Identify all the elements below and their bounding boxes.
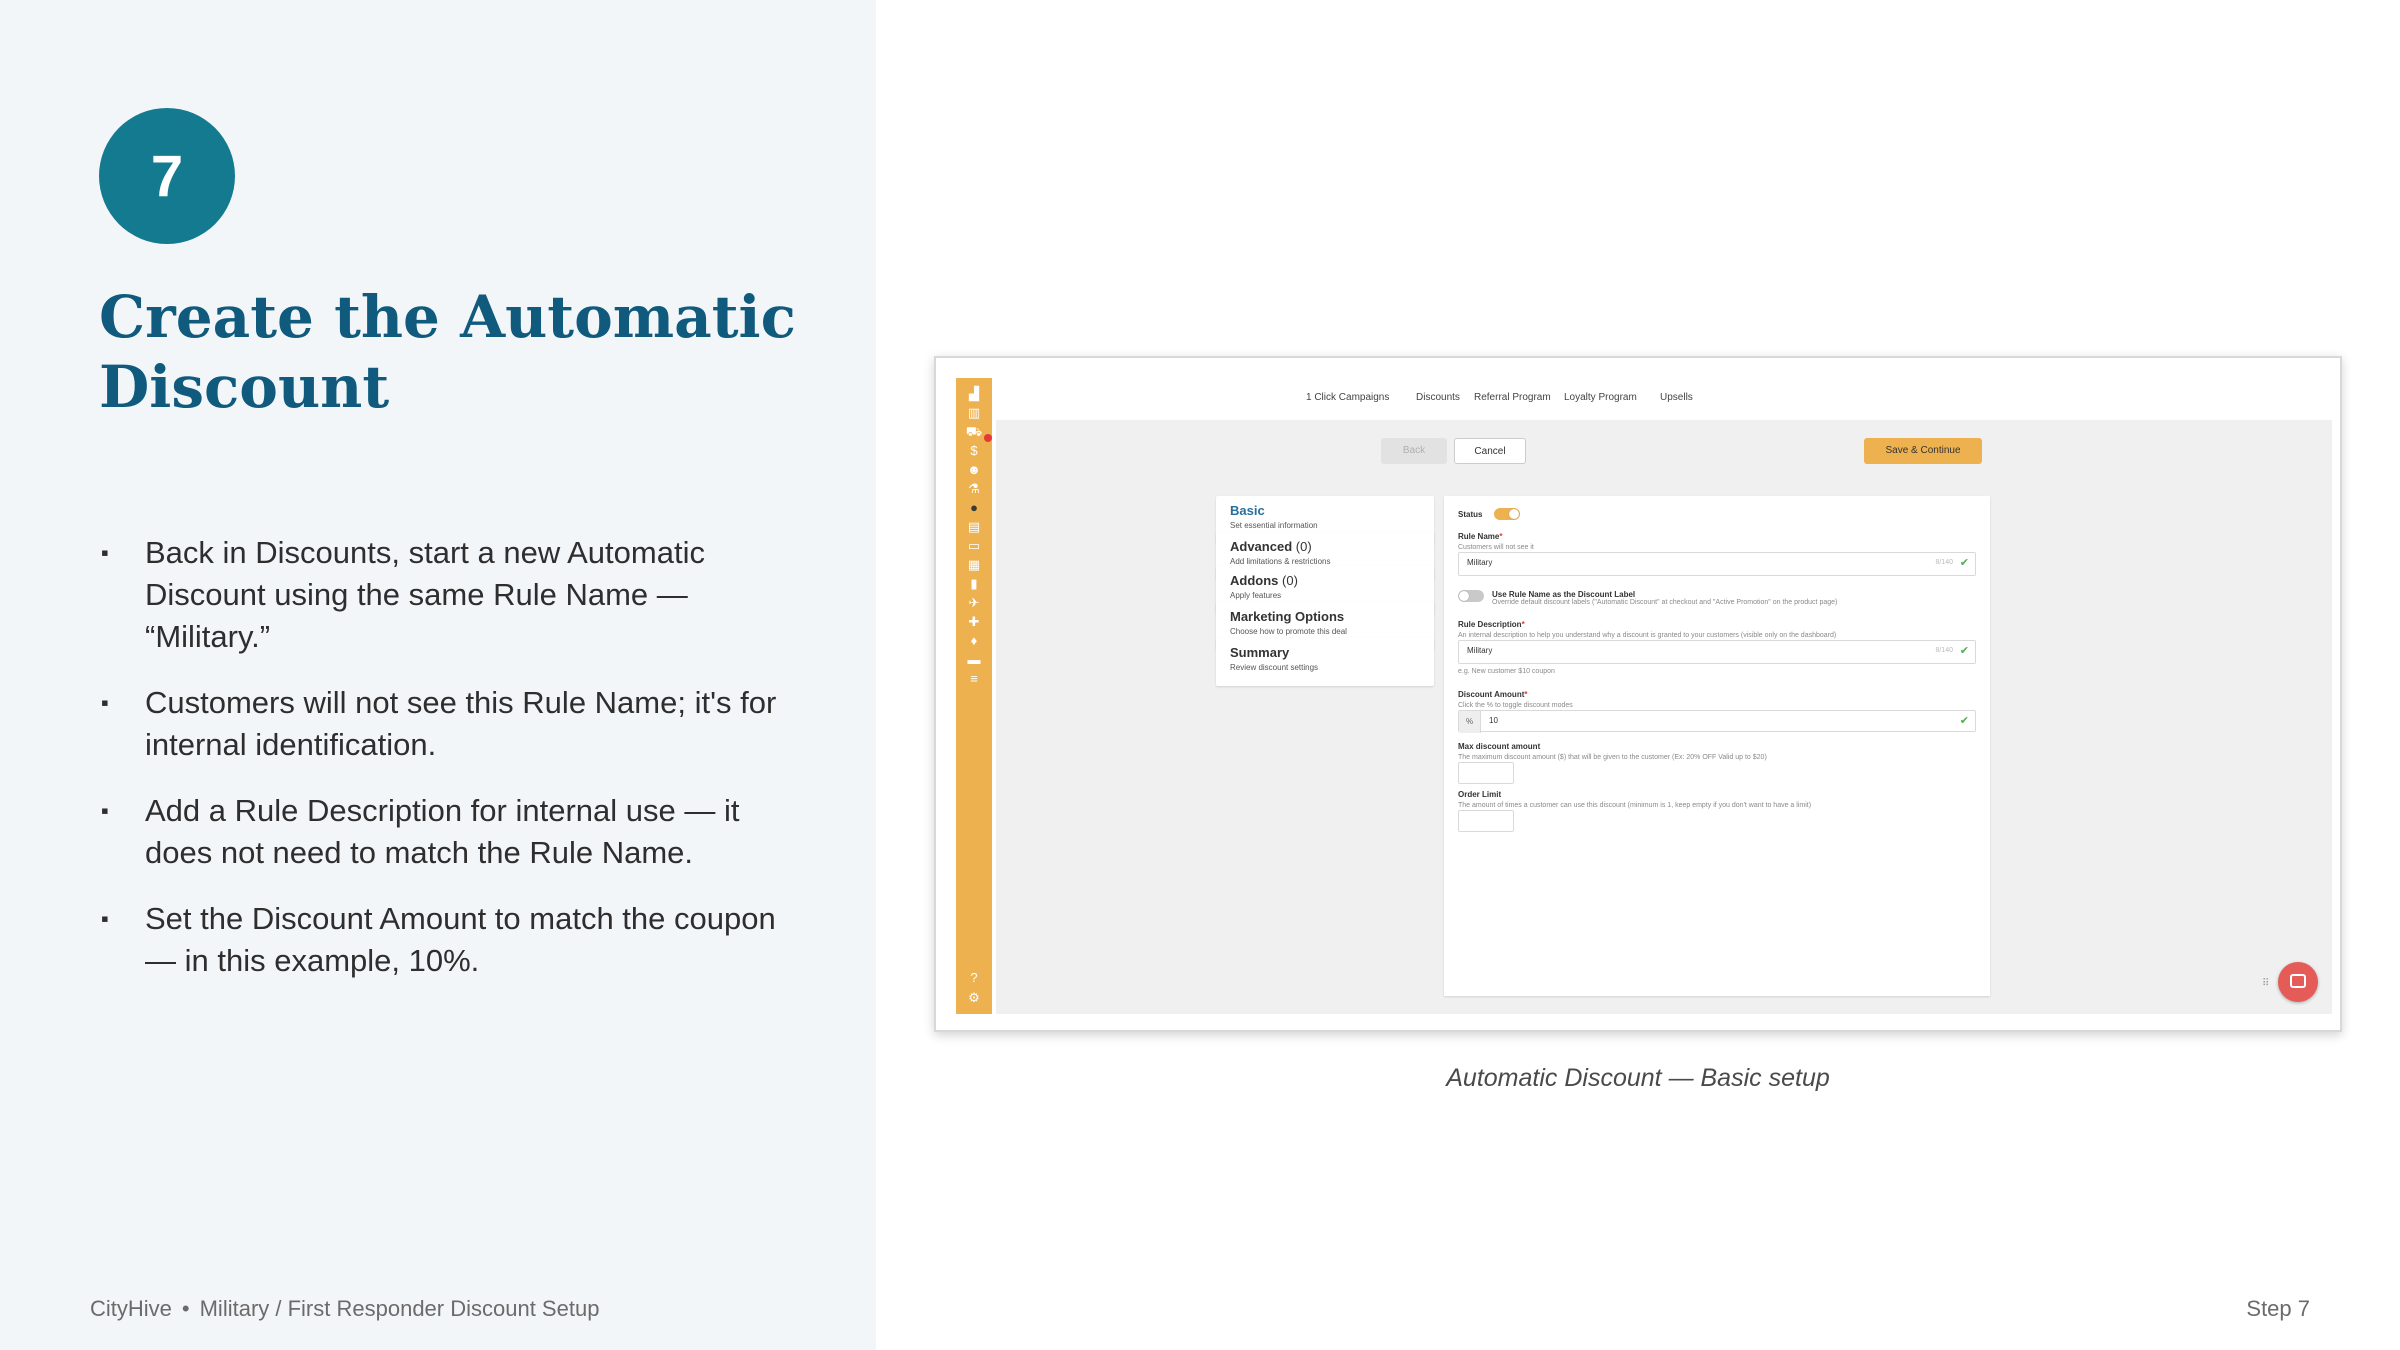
step-number-badge: 7 — [99, 108, 235, 244]
check-icon: ✔ — [1959, 645, 1969, 657]
truck-icon[interactable]: ▬ — [967, 652, 981, 667]
bullet-mark: ▪ — [101, 798, 109, 823]
step-count: (0) — [1282, 573, 1298, 588]
step-subtitle: Choose how to promote this deal — [1230, 627, 1347, 636]
tab-upsells[interactable]: Upsells — [1660, 392, 1693, 403]
rule-name-value: Military — [1467, 558, 1493, 567]
step-title: Summary — [1230, 645, 1290, 660]
step-count: (0) — [1295, 539, 1312, 554]
cart-icon[interactable]: ⛟ — [965, 424, 983, 439]
discount-amount-label — [1458, 690, 1528, 699]
bullet-text: Back in Discounts, start a new Automatic Discount using the same Rule Name — “Military.” — [145, 535, 705, 654]
required-mark: * — [1521, 620, 1525, 629]
order-limit-input[interactable] — [1458, 810, 1514, 832]
step-title — [1230, 573, 1420, 588]
discount-amount-value: 10 — [1489, 716, 1498, 725]
plane-icon[interactable]: ✈ — [968, 595, 980, 610]
save-continue-button[interactable]: Save & Continue — [1864, 438, 1982, 464]
rule-description-help: An internal description to help you understand why a discount is granted to your customers (visible only on the dashboard) — [1458, 632, 1837, 639]
rule-description-label-text: Rule Description — [1458, 620, 1522, 629]
discount-amount-label-text: Discount Amount — [1458, 690, 1525, 699]
rule-name-count: 8/140 — [1935, 559, 1953, 566]
barcode-icon[interactable]: ▥ — [967, 405, 981, 420]
app-sidebar — [956, 378, 992, 1014]
required-mark: * — [1524, 690, 1528, 699]
percent-mode-toggle[interactable]: % — [1459, 711, 1481, 733]
rule-name-label-text: Rule Name — [1458, 532, 1500, 541]
step-title-text: Advanced — [1230, 539, 1293, 554]
tag-icon[interactable]: ● — [970, 500, 978, 515]
chat-icon — [2290, 974, 2306, 988]
step-title: Marketing Options — [1230, 609, 1345, 624]
rule-description-value: Military — [1467, 646, 1493, 655]
cancel-button[interactable]: Cancel — [1454, 438, 1526, 464]
status-toggle[interactable] — [1494, 508, 1520, 520]
dollar-icon[interactable]: $ — [970, 443, 978, 458]
footer-step: Step 7 — [2246, 1296, 2310, 1321]
step-title: Basic — [1230, 503, 1265, 518]
use-label-toggle[interactable] — [1458, 590, 1484, 602]
app-screenshot — [934, 356, 2342, 1032]
back-button[interactable]: Back — [1381, 438, 1447, 464]
help-icon[interactable]: ? — [970, 970, 978, 985]
step-subtitle: Review discount settings — [1230, 663, 1319, 672]
rule-description-input[interactable] — [1458, 640, 1976, 664]
rule-name-help: Customers will not see it — [1458, 544, 1534, 551]
top-navigation — [996, 386, 2332, 416]
check-icon: ✔ — [1959, 715, 1969, 727]
book-icon[interactable]: ▮ — [970, 576, 978, 591]
tab-referral-program[interactable]: Referral Program — [1474, 392, 1551, 403]
bullet-mark: ▪ — [101, 906, 109, 931]
step-title — [1230, 539, 1420, 554]
rule-name-input[interactable] — [1458, 552, 1976, 576]
tab-loyalty-program[interactable]: Loyalty Program — [1564, 392, 1637, 403]
max-discount-label: Max discount amount — [1458, 742, 1541, 751]
basic-form — [1444, 496, 1990, 996]
bullet-mark: ▪ — [101, 540, 109, 565]
slide-title: Create the Automatic Discount — [99, 283, 796, 421]
bullet-item — [99, 682, 799, 766]
screenshot-caption: Automatic Discount — Basic setup — [1446, 1064, 1830, 1092]
rule-name-label — [1458, 532, 1502, 541]
drag-handle-icon[interactable]: ⠿ — [2262, 978, 2270, 989]
tab-discounts[interactable]: Discounts — [1416, 392, 1460, 403]
bullet-text: Add a Rule Description for internal use — it does not need to match the Rule Name. — [145, 793, 740, 870]
status-label: Status — [1458, 510, 1483, 519]
step-title-text: Addons — [1230, 573, 1279, 588]
use-label-title: Use Rule Name as the Discount Label — [1492, 590, 1636, 599]
bullet-item — [99, 898, 799, 982]
bulb-icon[interactable]: ♦ — [970, 633, 978, 648]
rule-description-label — [1458, 620, 1525, 629]
toggle-knob — [1459, 591, 1469, 601]
calendar-icon[interactable]: ▦ — [967, 557, 981, 572]
settings-icon[interactable]: ⚙ — [968, 990, 980, 1005]
people-icon[interactable]: ☻ — [967, 462, 981, 477]
notification-dot — [984, 434, 992, 442]
chat-button[interactable] — [2278, 962, 2318, 1002]
footer-subtitle: Military / First Responder Discount Setup — [199, 1296, 600, 1321]
order-limit-label: Order Limit — [1458, 790, 1502, 799]
max-discount-help: The maximum discount amount ($) that will be given to the customer (Ex: 20% OFF Valid up to $20) — [1458, 754, 1767, 761]
chart-icon[interactable]: ▟ — [969, 386, 979, 401]
toggle-knob — [1509, 509, 1519, 519]
bullet-list — [99, 532, 799, 1006]
footer-brand: CityHive — [90, 1296, 172, 1321]
step-subtitle: Add limitations & restrictions — [1230, 557, 1331, 566]
discount-amount-help: Click the % to toggle discount modes — [1458, 702, 1573, 709]
left-panel — [0, 0, 876, 1350]
check-icon: ✔ — [1959, 557, 1969, 569]
discount-amount-input[interactable] — [1458, 710, 1976, 732]
flask-icon[interactable]: ⚗ — [968, 481, 980, 496]
bullet-text: Set the Discount Amount to match the coupon — in this example, 10%. — [145, 901, 776, 978]
rule-description-count: 8/140 — [1935, 647, 1953, 654]
puzzle-icon[interactable]: ✚ — [968, 614, 980, 629]
bullet-mark: ▪ — [101, 690, 109, 715]
main-content — [996, 420, 2332, 1014]
bullet-item — [99, 790, 799, 874]
card-icon[interactable]: ▭ — [967, 538, 981, 553]
bullet-item — [99, 532, 799, 658]
footer-left — [90, 1296, 599, 1322]
step-summary[interactable] — [1216, 638, 1434, 686]
use-label-help: Override default discount labels ("Automatic Discount" at checkout and "Active Promotion" on the product page) — [1492, 599, 1838, 606]
footer-separator: • — [181, 1296, 190, 1321]
max-discount-input[interactable] — [1458, 762, 1514, 784]
tab-1-click-campaigns[interactable]: 1 Click Campaigns — [1306, 392, 1390, 403]
report-icon[interactable]: ▤ — [967, 519, 981, 534]
step-subtitle: Apply features — [1230, 591, 1282, 600]
order-limit-help: The amount of times a customer can use this discount (minimum is 1, keep empty if you don't want to have a limit) — [1458, 802, 1812, 809]
bullet-text: Customers will not see this Rule Name; it's for internal identification. — [145, 685, 777, 762]
rule-description-example: e.g. New customer $10 coupon — [1458, 668, 1555, 675]
database-icon[interactable]: ≡ — [970, 671, 978, 686]
required-mark: * — [1499, 532, 1503, 541]
step-subtitle: Set essential information — [1230, 521, 1318, 530]
